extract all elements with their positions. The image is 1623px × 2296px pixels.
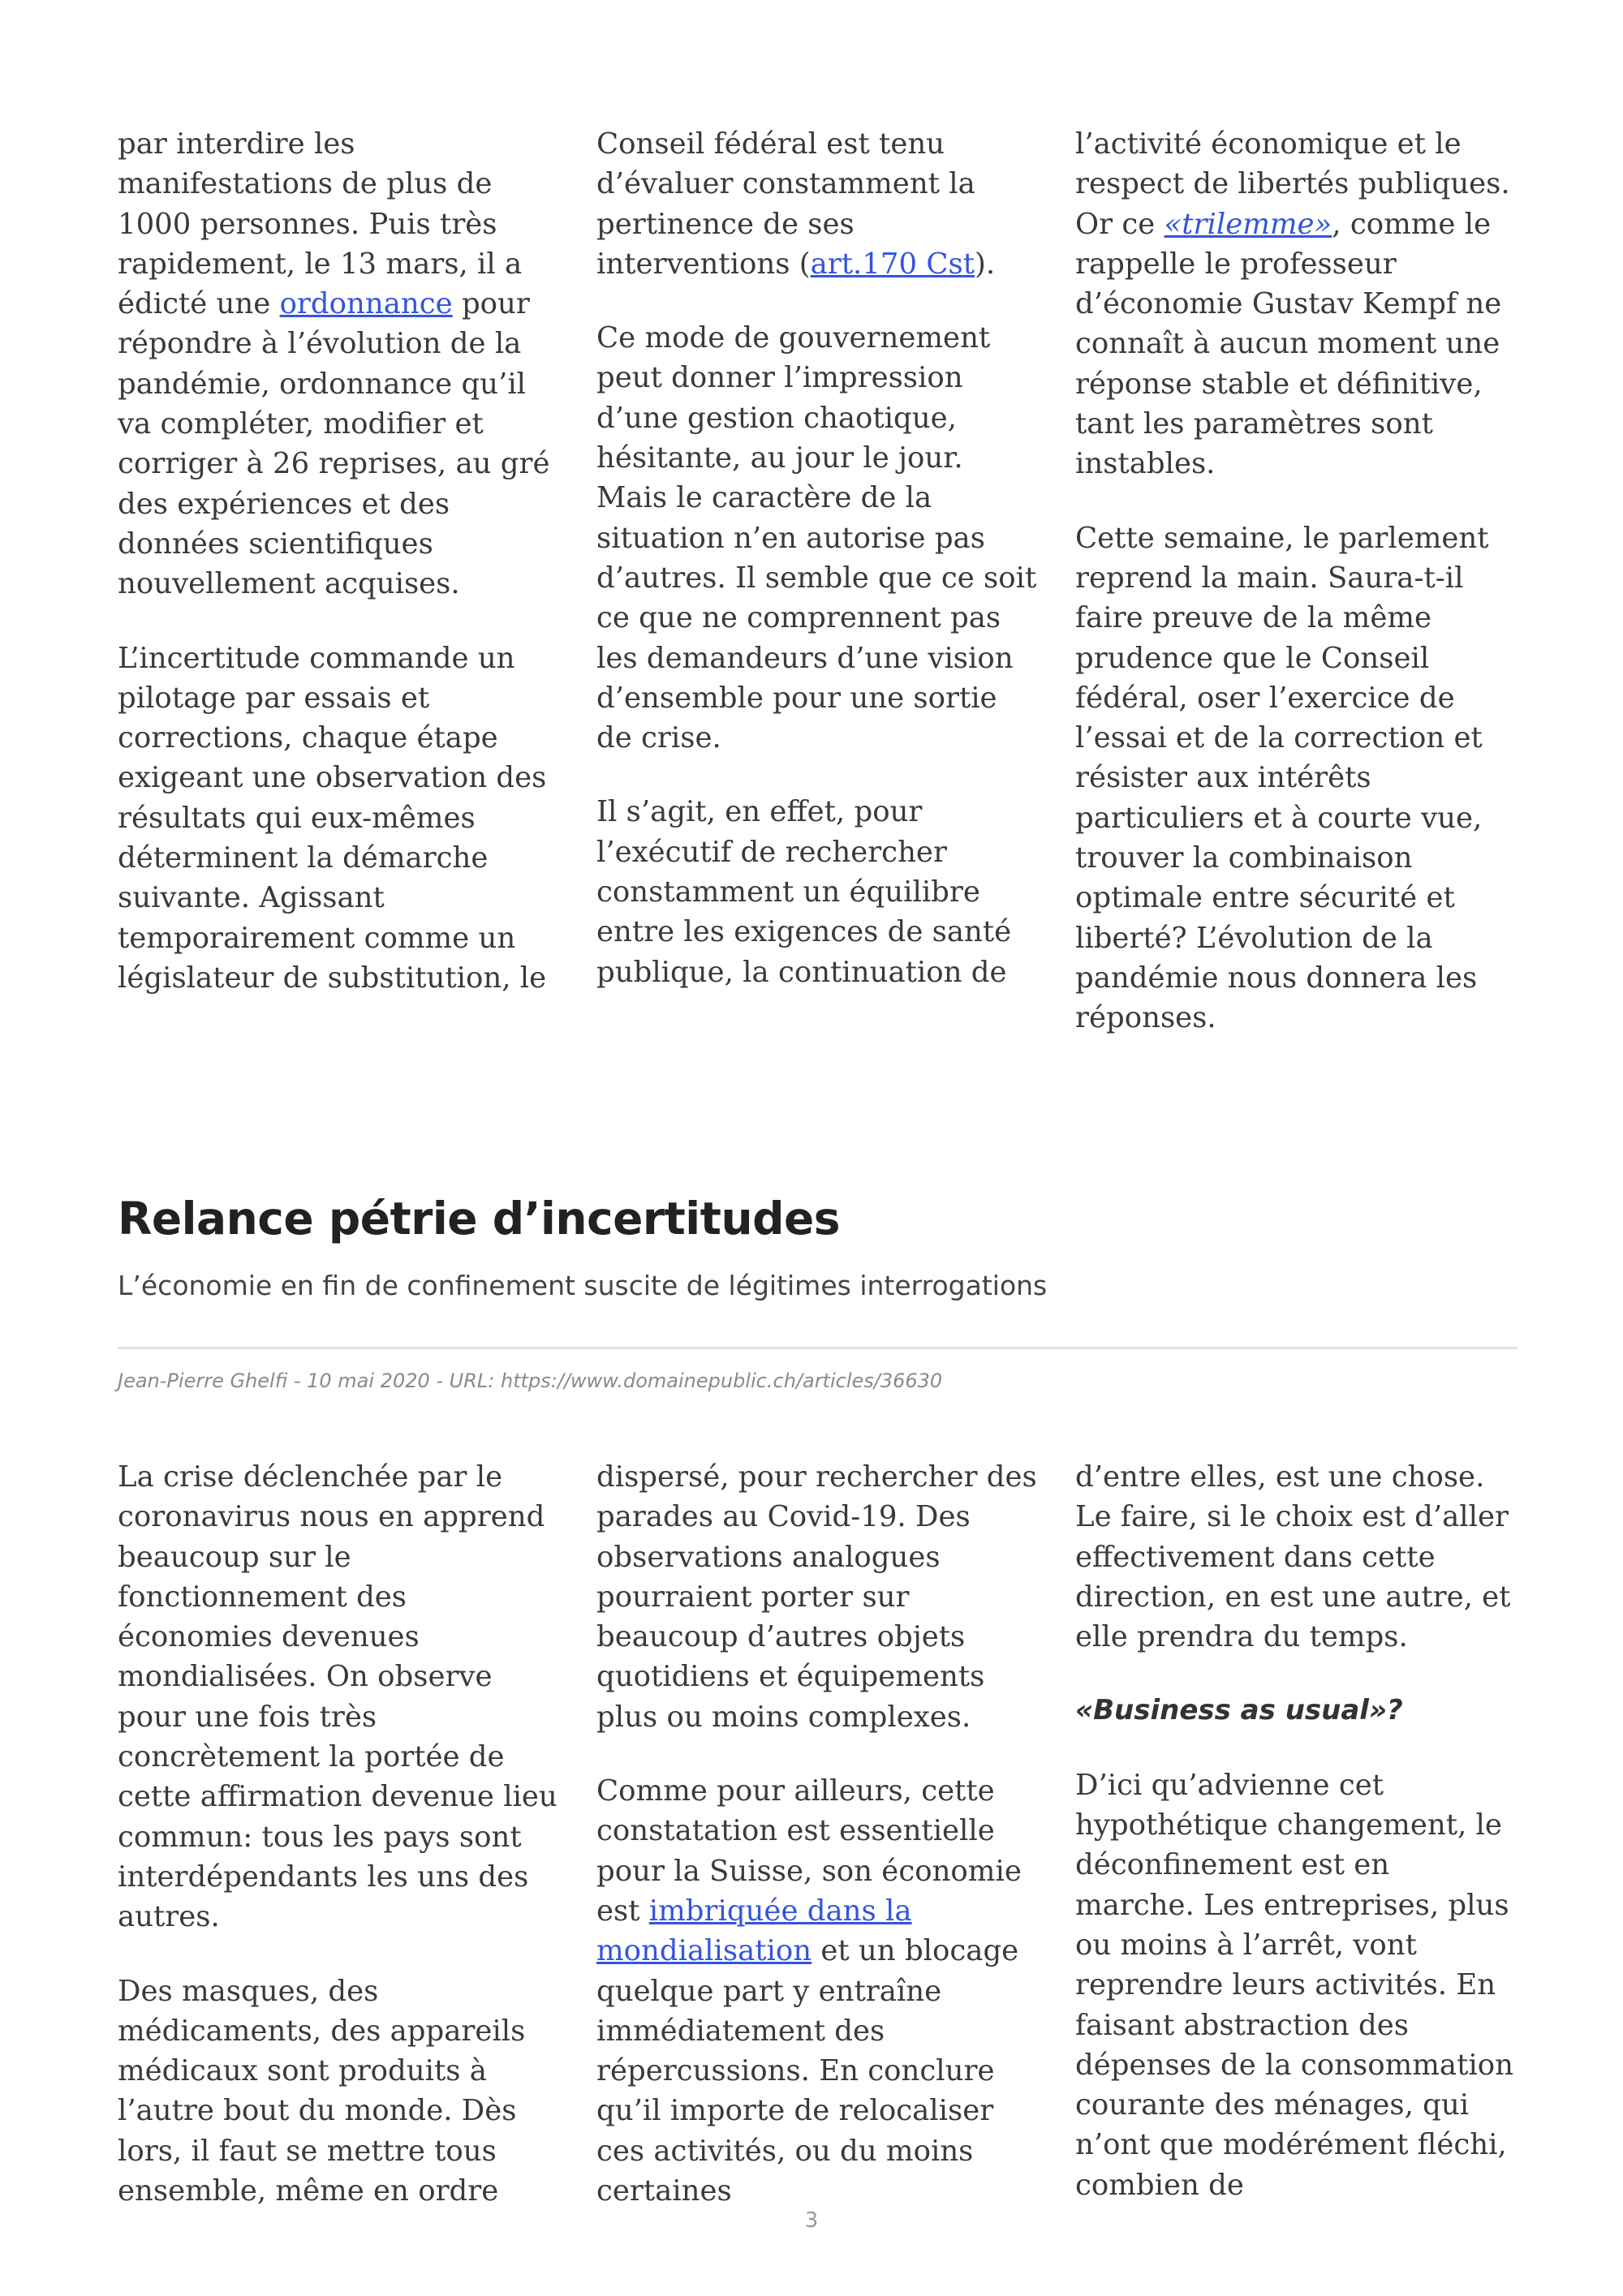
article-title: Relance pétrie d’incertitudes <box>118 1193 841 1245</box>
paragraph: d’entre elles, est une chose. Le faire, si le choix est d’aller effectivement dans cette direction, en est une autre, et elle prendra du temps. <box>1075 1460 1511 1654</box>
paragraph: Il s’agit, en effet, pour l’exécutif de rechercher constamment un équilibre entre les exigences de santé publique, la continuation de <box>596 795 1012 989</box>
column-3 <box>1075 1457 1518 2245</box>
page-number: 3 <box>804 2208 819 2233</box>
column-2 <box>596 124 1039 1073</box>
paragraph: l’activité économique et le respect de libertés publiques. Or ce «trilemme», comme le rappelle le professeur d’économie Gustav Kempf ne connaît à aucun moment une réponse stable et définitive, tant les paramètres sont instables. <box>1075 127 1510 481</box>
ordonnance-link[interactable]: ordonnance <box>279 287 453 321</box>
paragraph: Conseil fédéral est tenu d’évaluer constamment la pertinence de ses interventions (art.170 Cst). <box>596 127 996 281</box>
mondialisation-link[interactable]: imbriquée dans la mondialisation <box>596 1894 912 1968</box>
paragraph: La crise déclenchée par le coronavirus nous en apprend beaucoup sur le fonctionnement des économies devenues mondialisées. On observe pour une fois très concrètement la portée de cette affirmation devenue lieu commun: tous les pays sont interdépendants les uns des autres. <box>118 1460 558 1934</box>
column-1 <box>118 1457 560 2245</box>
article-columns <box>118 1457 1518 2245</box>
header-divider <box>118 1347 1518 1349</box>
constitution-article-link[interactable]: art.170 Cst <box>810 247 975 281</box>
section-subheading: «Business as usual»? <box>1075 1694 1403 1727</box>
paragraph: par interdire les manifestations de plus de 1000 personnes. Puis très rapidement, le 13 mars, il a édicté une ordonnance pour répondre à l’évolution de la pandémie, ordonnance qu’il va compléter, modifier et corriger à 26 reprises, au gré des expériences et des données scientifiques nouvellement acquises. <box>118 127 550 601</box>
paragraph: Ce mode de gouvernement peut donner l’impression d’une gestion chaotique, hésitante, au jour le jour. Mais le caractère de la situation n’en autorise pas d’autres. Il semble que ce soit ce que ne comprennent pas les demandeurs d’une vision d’ensemble pour une sortie de crise. <box>596 321 1037 755</box>
column-3 <box>1075 124 1518 1073</box>
paragraph: L’incertitude commande un pilotage par essais et corrections, chaque étape exigeant une observation des résultats qui eux-mêmes déterminent la démarche suivante. Agissant temporairement comme un législateur de substitution, le <box>118 641 547 995</box>
column-2 <box>596 1457 1039 2245</box>
column-1 <box>118 124 560 1073</box>
paragraph: Cette semaine, le parlement reprend la main. Saura-t-il faire preuve de la même prudence que le Conseil fédéral, oser l’exercice de l’essai et de la correction et résister aux intérêts particuliers et à courte vue, trouver la combinaison optimale entre sécurité et liberté? L’évolution de la pandémie nous donnera les réponses. <box>1075 521 1489 1035</box>
previous-article-columns <box>118 124 1518 1073</box>
article-meta: Jean-Pierre Ghelfi - 10 mai 2020 - URL: https://www.domainepublic.ch/articles/36630 <box>118 1369 943 1392</box>
paragraph: Des masques, des médicaments, des appareils médicaux sont produits à l’autre bout du monde. Dès lors, il faut se mettre tous ensemble, même en ordre <box>118 1974 526 2208</box>
paragraph: D’ici qu’advienne cet hypothétique changement, le déconfinement est en marche. Les entreprises, plus ou moins à l’arrêt, vont reprendre leurs activités. En faisant abstraction des dépenses de la consommation courante des ménages, qui n’ont que modérément fléchi, combien de <box>1075 1768 1513 2202</box>
article-subtitle: L’économie en fin de confinement suscite de légitimes interrogations <box>118 1270 1048 1301</box>
trilemme-link[interactable]: «trilemme» <box>1164 207 1332 241</box>
paragraph: dispersé, pour rechercher des parades au Covid-19. Des observations analogues pourraient porter sur beaucoup d’autres objets quotidiens et équipements plus ou moins complexes. <box>596 1460 1037 1734</box>
paragraph: Comme pour ailleurs, cette constatation est essentielle pour la Suisse, son économie est imbriquée dans la mondialisation et un blocage quelque part y entraîne immédiatement des répercussions. En conclure qu’il importe de relocaliser ces activités, ou du moins certaines <box>596 1774 1022 2208</box>
